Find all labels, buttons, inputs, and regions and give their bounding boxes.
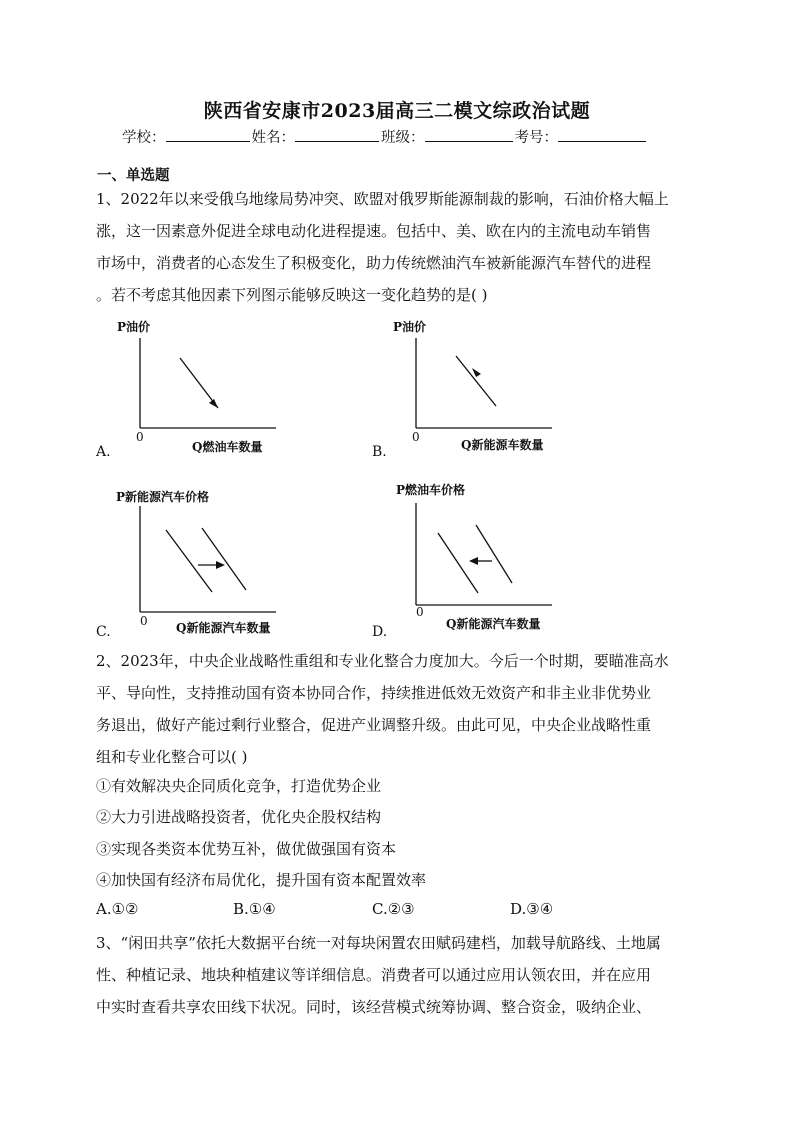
q2-line: 务退出，做好产能过剩行业整合，促进产业调整升级。由此可见，中央企业战略性重 [96, 716, 652, 734]
graph-b-curve [456, 356, 496, 406]
question-2-text [96, 645, 700, 773]
graph-d-axes [372, 481, 592, 631]
graph-c-curve-1 [166, 530, 212, 592]
graph-c-curve-2 [202, 528, 246, 590]
q2-line: 组和专业化整合可以( ) [96, 748, 248, 766]
question-1-text [96, 183, 700, 311]
name-blank[interactable] [295, 126, 379, 142]
graph-d-y-label: P燃油车价格 [396, 483, 466, 497]
q1-line: 市场中，消费者的心态发生了积极变化，助力传统燃油汽车被新能源汽车替代的进程 [96, 254, 652, 272]
graph-d-origin: 0 [416, 605, 424, 619]
graph-a-x-label: Q燃油车数量 [192, 440, 263, 454]
exam-no-blank[interactable] [558, 126, 646, 142]
q3-line: 3、“闲田共享”依托大数据平台统一对每块闲置农田赋码建档，加载导航路线、土地属 [96, 934, 661, 952]
graph-c-x-label: Q新能源汽车数量 [176, 621, 271, 635]
graph-d-curve-1 [438, 533, 478, 593]
graph-b-arrow [472, 368, 481, 377]
q2-statement-4: ④加快国有经济布局优化，提升国有资本配置效率 [96, 871, 427, 889]
question-3-text [96, 927, 700, 1023]
graph-a-y-label: P油价 [117, 320, 151, 334]
q2-line: 平、导向性，支持推动国有资本协同合作，持续推进低效无效资产和非主业非优势业 [96, 684, 652, 702]
page-title: 陕西省安康市2023届高三二模文综政治试题 [203, 100, 591, 122]
option-a-letter[interactable]: A. [96, 444, 111, 460]
q3-line: 中实时查看共享农田线下状况。同时，该经营模式统筹协调、整合资金，吸纳企业、 [96, 998, 652, 1016]
q2-option-a[interactable]: A.①② [96, 900, 139, 918]
q3-line: 性、种植记录、地块种植建议等详细信息。消费者可以通过应用认领农田，并在应用 [96, 966, 652, 984]
option-b-letter[interactable]: B. [372, 444, 387, 460]
school-blank[interactable] [166, 126, 250, 142]
q2-option-d[interactable]: D.③④ [510, 900, 554, 918]
graph-d-curve-2 [476, 525, 512, 583]
school-label: 学校： [122, 130, 166, 146]
class-blank[interactable] [425, 126, 513, 142]
q2-statement-1: ①有效解决央企同质化竞争，打造优势企业 [96, 777, 382, 795]
graph-c-origin: 0 [140, 614, 148, 628]
class-label: 班级： [381, 130, 425, 146]
option-d-letter[interactable]: D. [372, 624, 388, 640]
q1-line: 涨，这一因素意外促进全球电动化进程提速。包括中、美、欧在内的主流电动车销售 [96, 222, 652, 240]
graph-a-arrow [209, 399, 218, 408]
exam-no-label: 考号： [514, 130, 558, 146]
q2-statement-2: ②大力引进战略投资者，优化央企股权结构 [96, 808, 382, 826]
q2-line: 2、2023年，中央企业战略性重组和专业化整合力度加大。今后一个时期，要瞄准高水 [96, 652, 669, 670]
graph-b-origin: 0 [412, 430, 420, 444]
q1-line: 。若不考虑其他因素下列图示能够反映这一变化趋势的是( ) [96, 286, 488, 304]
student-info-line [122, 126, 648, 147]
graph-d-x-label: Q新能源汽车数量 [446, 617, 541, 631]
graph-a-origin: 0 [136, 430, 144, 444]
q2-option-b[interactable]: B.①④ [233, 900, 276, 918]
graph-c-y-label: P新能源汽车价格 [116, 490, 210, 504]
graph-b-y-label: P油价 [393, 320, 427, 334]
name-label: 姓名： [251, 130, 295, 146]
graph-c-axes [96, 488, 316, 638]
graph-b-x-label: Q新能源车数量 [461, 438, 544, 452]
graph-a-axes [96, 318, 296, 458]
q2-statement-3: ③实现各类资本优势互补，做优做强国有资本 [96, 840, 397, 858]
q2-option-c[interactable]: C.②③ [372, 900, 415, 918]
q1-line: 1、2022年以来受俄乌地缘局势冲突、欧盟对俄罗斯能源制裁的影响，石油价格大幅上 [96, 190, 669, 208]
option-c-letter[interactable]: C. [96, 624, 111, 640]
section-title: 一、单选题 [97, 167, 170, 184]
